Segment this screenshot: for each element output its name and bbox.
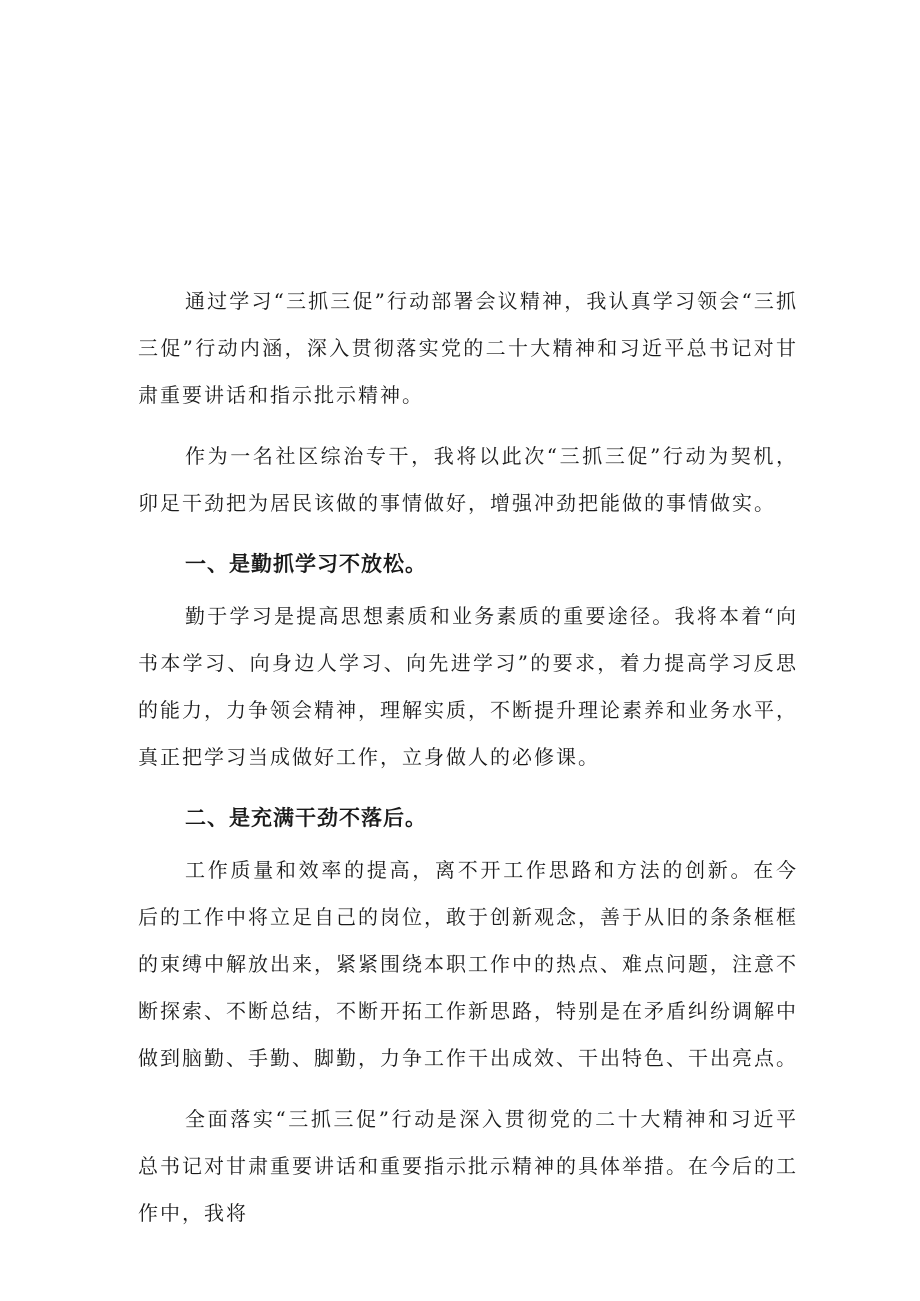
paragraph-role: 作为一名社区综治专干，我将以此次“三抓三促”行动为契机，卯足干劲把为居民该做的事情做好，增强冲劲把能做的事情做实。	[138, 444, 798, 515]
paragraph-conclusion: 全面落实“三抓三促”行动是深入贯彻党的二十大精神和习近平总书记对甘肃重要讲话和重要指示批示精神的具体举措。在今后的工作中，我将	[138, 1107, 798, 1225]
paragraph-study: 勤于学习是提高思想素质和业务素质的重要途径。我将本着“向书本学习、向身边人学习、向先进学习”的要求，着力提高学习反思的能力，力争领会精神，理解实质，不断提升理论素养和业务水平，真正把学习当成做好工作，立身做人的必修课。	[138, 604, 798, 769]
paragraph-energy: 工作质量和效率的提高，离不开工作思路和方法的创新。在今后的工作中将立足自己的岗位，敢于创新观念，善于从旧的条条框框的束缚中解放出来，紧紧围绕本职工作中的热点、难点问题，注意不断探索、不断总结，不断开拓工作新思路，特别是在矛盾纠纷调解中做到脑勤、手勤、脚勤，力争工作干出成效、干出特色、干出亮点。	[138, 858, 798, 1070]
section-heading-study: 一、是勤抓学习不放松。	[185, 552, 427, 576]
section-heading-energy: 二、是充满干劲不落后。	[185, 806, 427, 830]
document-body	[138, 278, 798, 1251]
paragraph-intro: 通过学习“三抓三促”行动部署会议精神，我认真学习领会“三抓三促”行动内涵，深入贯彻落实党的二十大精神和习近平总书记对甘肃重要讲话和指示批示精神。	[138, 289, 798, 407]
